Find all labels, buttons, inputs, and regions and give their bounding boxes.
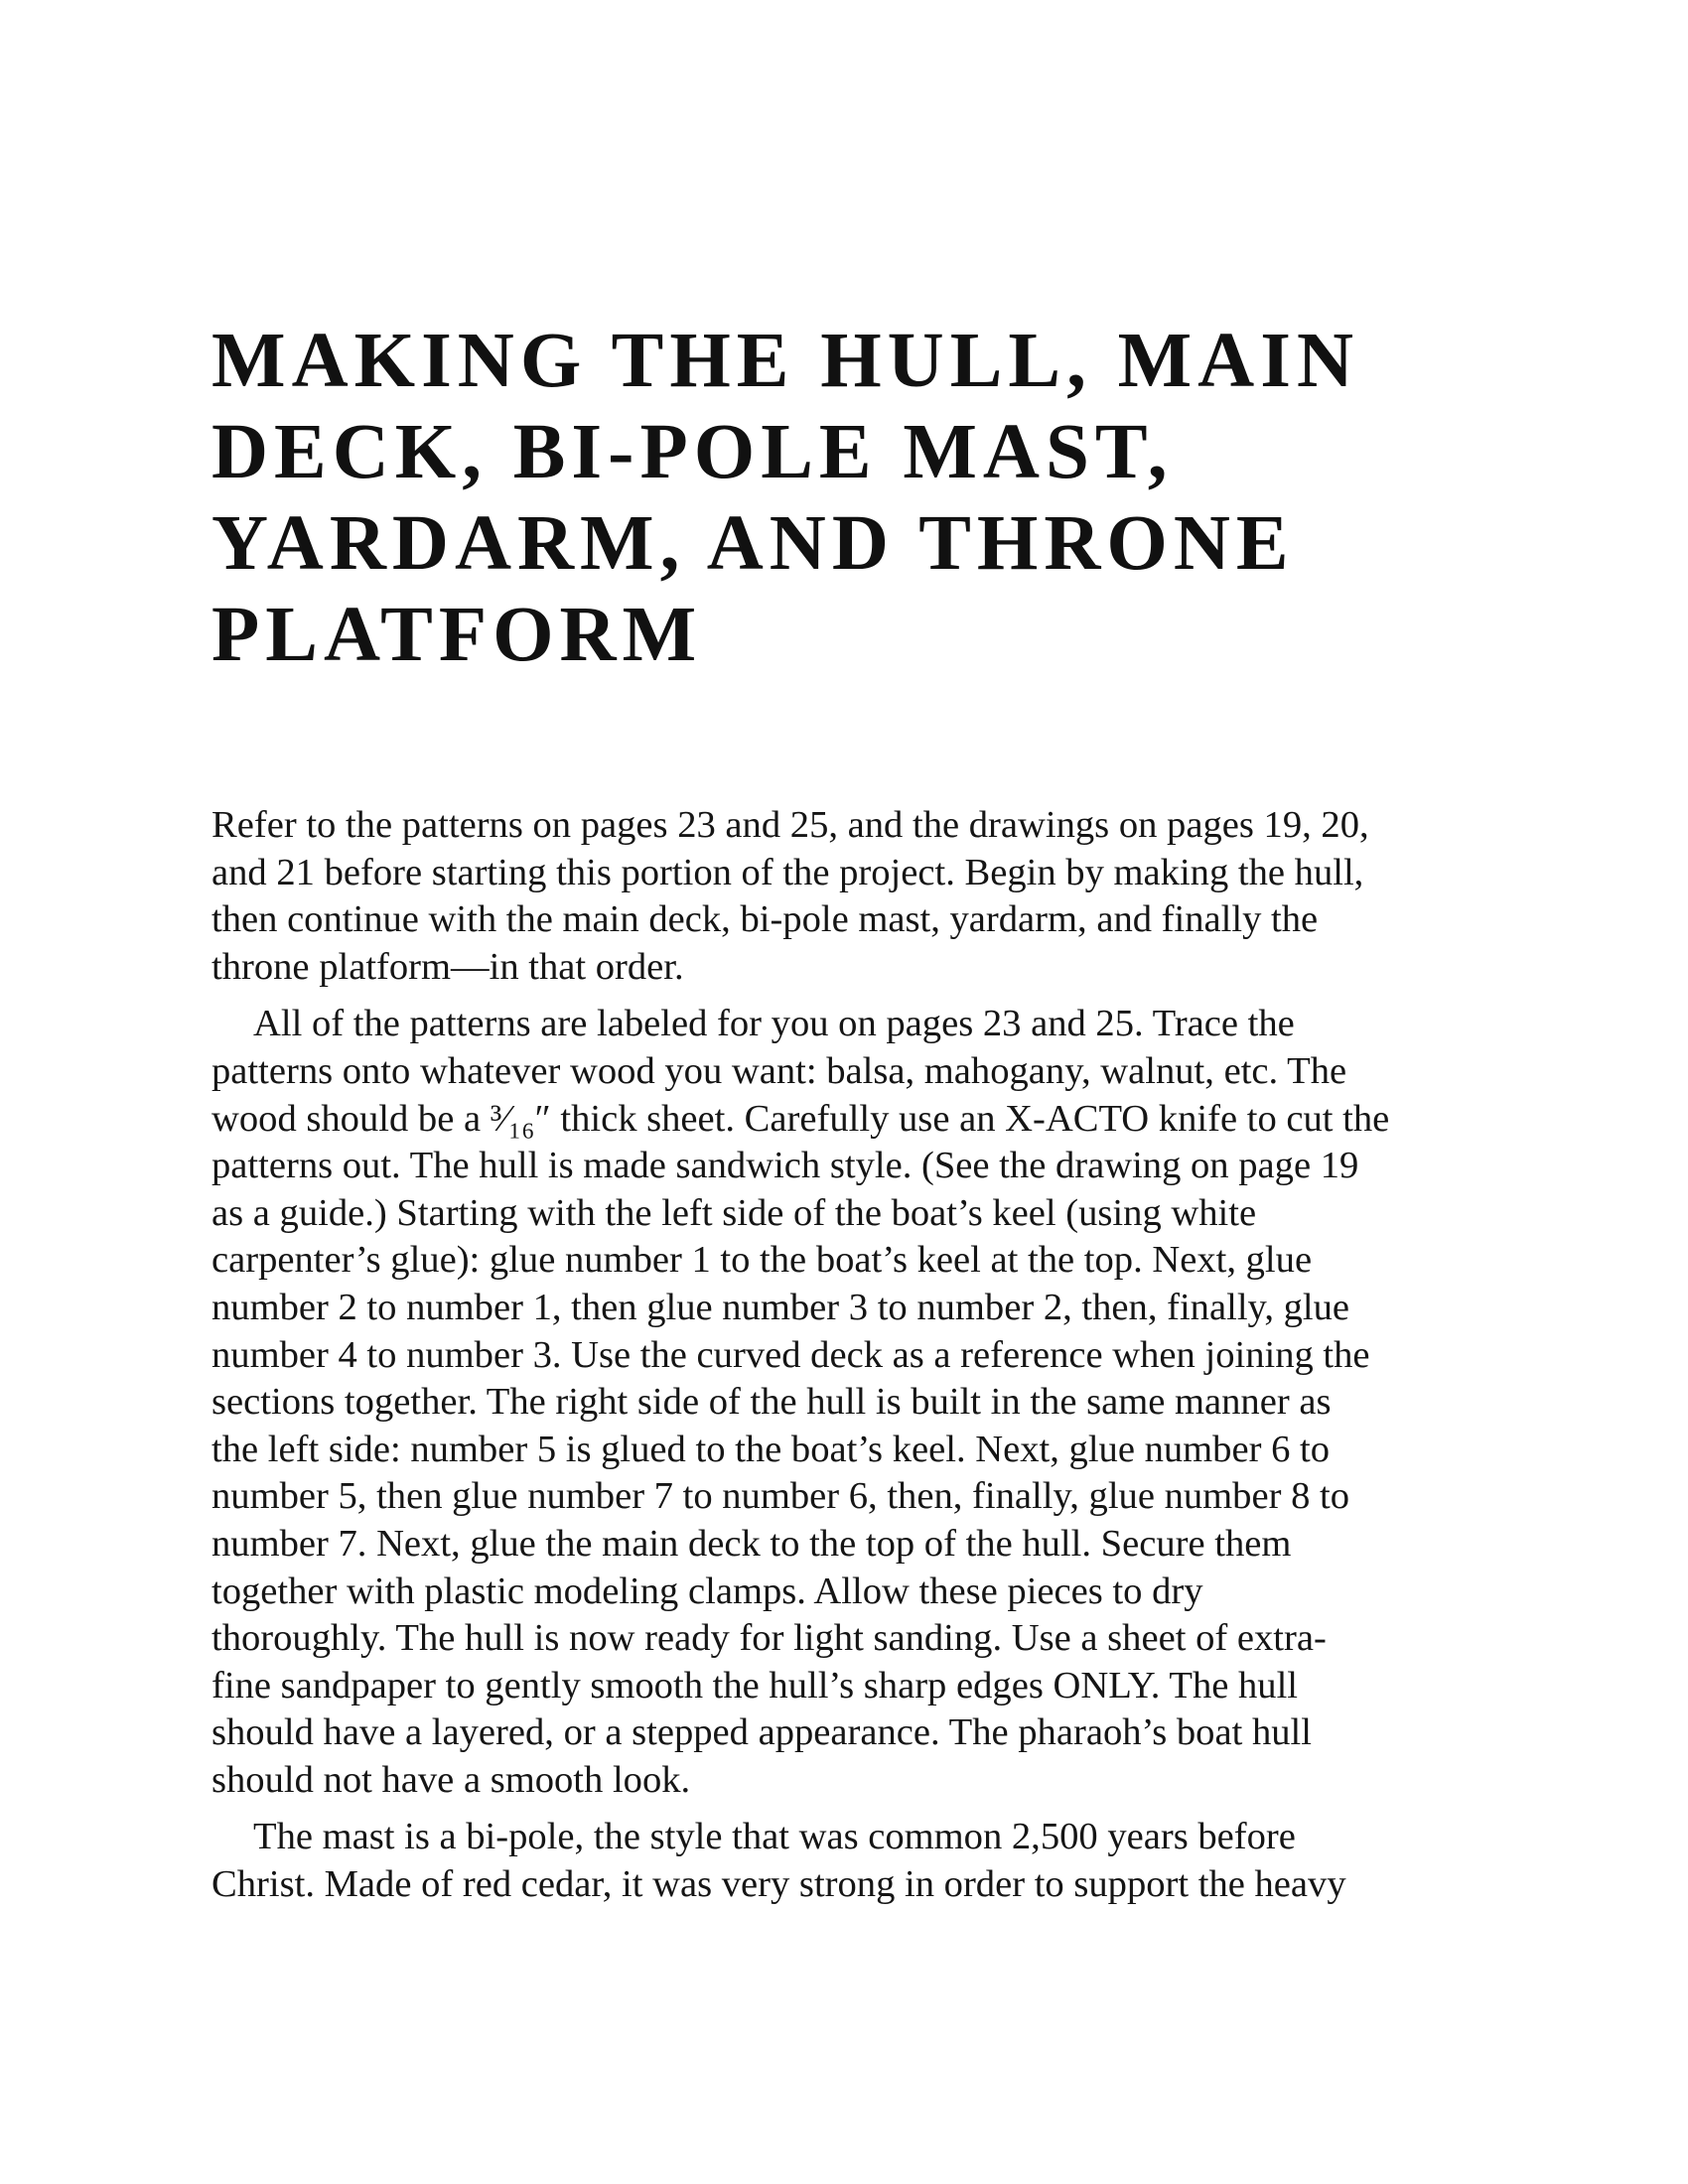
- paragraph-2: [211, 1001, 1492, 1804]
- paragraph-3: [211, 1814, 1492, 1908]
- text-line: throne platform—in that order.: [211, 945, 684, 988]
- text-line: patterns out. The hull is made sandwich style. (See the drawing on page 19: [211, 1145, 1359, 1187]
- text-line: fine sandpaper to gently smooth the hull’s sharp edges ONLY. The hull: [211, 1664, 1299, 1706]
- chapter-title: MAKING THE HULL, MAIN DECK, BI-POLE MAST, YARDARM, AND THRONE PLATFORM: [211, 318, 1360, 678]
- text-line: number 7. Next, glue the main deck to the top of the hull. Secure them: [211, 1522, 1292, 1565]
- text-line: the left side: number 5 is glued to the boat’s keel. Next, glue number 6 to: [211, 1428, 1331, 1470]
- text-line: Christ. Made of red cedar, it was very strong in order to support the heavy: [211, 1863, 1346, 1906]
- text-line: should not have a smooth look.: [211, 1758, 691, 1801]
- text-line: number 2 to number 1, then glue number 3 to number 2, then, finally, glue: [211, 1286, 1350, 1328]
- text-line: thoroughly. The hull is now ready for light sanding. Use a sheet of extra-: [211, 1617, 1327, 1660]
- text-line: as a guide.) Starting with the left side of the boat’s keel (using white: [211, 1191, 1257, 1234]
- text-line: carpenter’s glue): glue number 1 to the boat’s keel at the top. Next, glue: [211, 1239, 1313, 1282]
- text-line: number 4 to number 3. Use the curved deck as a reference when joining the: [211, 1333, 1370, 1376]
- text-line: The mast is a bi-pole, the style that was common 2,500 years before: [253, 1816, 1296, 1858]
- text-line: Refer to the patterns on pages 23 and 25, and the drawings on pages 19, 20,: [211, 804, 1369, 846]
- text-line: patterns onto whatever wood you want: balsa, mahogany, walnut, etc. The: [211, 1049, 1347, 1092]
- text-line: should have a layered, or a stepped appearance. The pharaoh’s boat hull: [211, 1711, 1312, 1754]
- text-line: then continue with the main deck, bi-pole mast, yardarm, and finally the: [211, 898, 1319, 941]
- body-text: [211, 802, 1492, 1919]
- text-line: number 5, then glue number 7 to number 6, then, finally, glue number 8 to: [211, 1475, 1350, 1518]
- paragraph-1: [211, 802, 1492, 991]
- text-line: and 21 before starting this portion of the project. Begin by making the hull,: [211, 851, 1364, 893]
- text-line: All of the patterns are labeled for you on pages 23 and 25. Trace the: [253, 1003, 1295, 1045]
- text-line: together with plastic modeling clamps. Allow these pieces to dry: [211, 1570, 1203, 1612]
- text-line: sections together. The right side of the hull is built in the same manner as: [211, 1381, 1332, 1424]
- text-line: wood should be a ³⁄₁₆″ thick sheet. Carefully use an X-ACTO knife to cut the: [211, 1097, 1390, 1140]
